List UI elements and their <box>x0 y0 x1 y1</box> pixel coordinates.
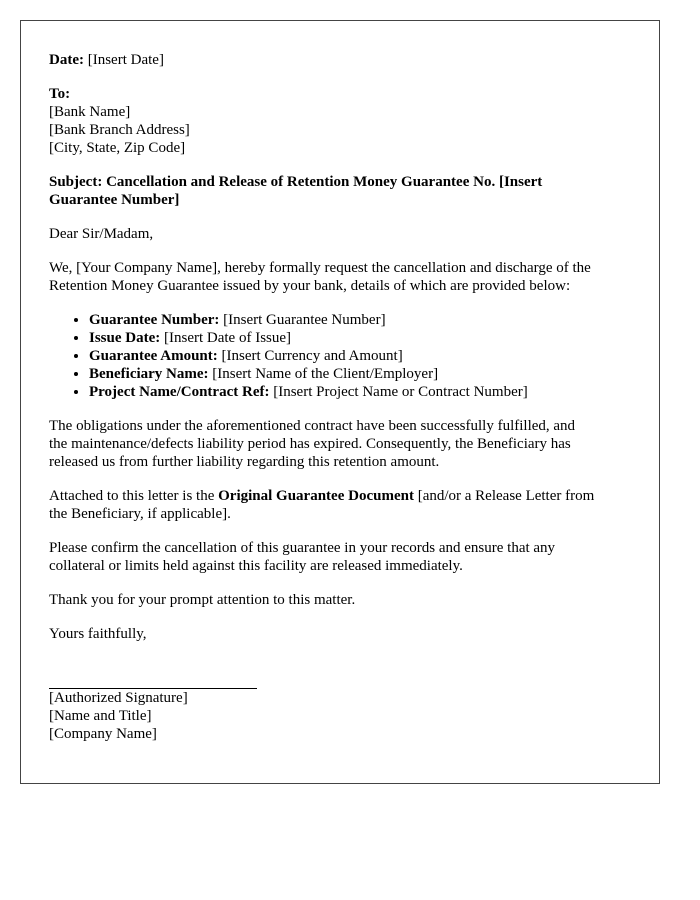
detail-project-ref <box>89 383 631 401</box>
signature-block <box>49 688 631 743</box>
salutation: Dear Sir/Madam, <box>49 226 154 242</box>
detail-value: [Insert Guarantee Number] <box>219 312 386 328</box>
obligations-line3: released us from further liability regarding this retention amount. <box>49 454 440 470</box>
detail-label: Beneficiary Name: <box>89 366 209 382</box>
date-label: Date: <box>49 52 84 68</box>
bank-city-state-zip: [City, State, Zip Code] <box>49 140 186 156</box>
detail-label: Project Name/Contract Ref: <box>89 384 270 400</box>
subject-line <box>49 173 631 209</box>
obligations-line1: The obligations under the aforementioned contract have been successfully fulfilled, and <box>49 418 576 434</box>
intro-line2: Retention Money Guarantee issued by your bank, details of which are provided below: <box>49 278 571 294</box>
detail-value: [Insert Currency and Amount] <box>217 348 403 364</box>
subject-text-line1: Subject: Cancellation and Release of Retention Money Guarantee No. [Insert <box>49 174 543 190</box>
date-value: [Insert Date] <box>83 52 164 68</box>
date-line <box>49 51 631 69</box>
confirm-line2: collateral or limits held against this facility are released immediately. <box>49 558 463 574</box>
detail-beneficiary-name <box>89 365 631 383</box>
obligations-paragraph <box>49 417 631 471</box>
attachment-line1 <box>49 487 631 505</box>
recipient-label: To: <box>49 86 71 102</box>
attachment-line2: the Beneficiary, if applicable]. <box>49 506 231 522</box>
authorized-signature: [Authorized Signature] <box>49 690 188 706</box>
confirm-line1: Please confirm the cancellation of this guarantee in your records and ensure that any <box>49 540 556 556</box>
subject-text-line2: Guarantee Number] <box>49 192 180 208</box>
detail-label: Issue Date: <box>89 330 161 346</box>
detail-label: Guarantee Number: <box>89 312 220 328</box>
confirm-paragraph <box>49 539 631 575</box>
guarantee-details-list <box>49 311 631 401</box>
obligations-line2: the maintenance/defects liability period has expired. Consequently, the Beneficiary has <box>49 436 571 452</box>
attachment-suffix: [and/or a Release Letter from <box>413 488 595 504</box>
detail-value: [Insert Date of Issue] <box>160 330 292 346</box>
detail-value: [Insert Name of the Client/Employer] <box>208 366 439 382</box>
recipient-block <box>49 85 631 157</box>
detail-guarantee-amount <box>89 347 631 365</box>
bank-name: [Bank Name] <box>49 104 131 120</box>
signatory-company: [Company Name] <box>49 726 157 742</box>
thanks-paragraph: Thank you for your prompt attention to this matter. <box>49 592 356 608</box>
attachment-document-name: Original Guarantee Document <box>218 488 414 504</box>
intro-paragraph <box>49 259 631 295</box>
signatory-name-title: [Name and Title] <box>49 708 152 724</box>
detail-guarantee-number <box>89 311 631 329</box>
attachment-prefix: Attached to this letter is the <box>49 488 219 504</box>
detail-value: [Insert Project Name or Contract Number] <box>269 384 528 400</box>
detail-issue-date <box>89 329 631 347</box>
attachment-paragraph <box>49 487 631 523</box>
intro-line1: We, [Your Company Name], hereby formally request the cancellation and discharge of the <box>49 260 591 276</box>
detail-label: Guarantee Amount: <box>89 348 218 364</box>
bank-branch-address: [Bank Branch Address] <box>49 122 190 138</box>
letter-page <box>20 20 660 784</box>
closing: Yours faithfully, <box>49 626 147 642</box>
